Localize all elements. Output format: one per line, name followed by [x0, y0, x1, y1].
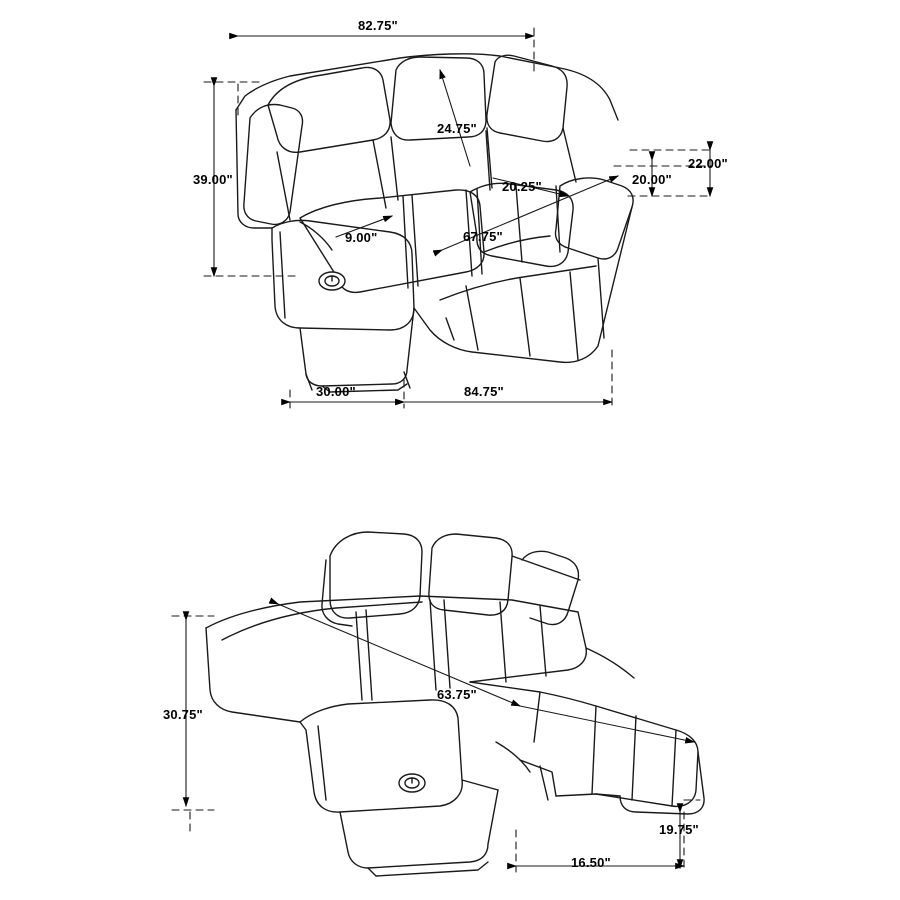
dim-label-arm-height: 22.00": [688, 156, 728, 171]
dimension-lines-lower: [172, 604, 700, 872]
dim-label-overall-width: 82.75": [358, 18, 398, 33]
upper-sofa-illustration: [236, 54, 633, 392]
dim-label-overall-height: 39.00": [193, 172, 233, 187]
dim-label-footrest-extension: 16.50": [571, 855, 611, 870]
dim-label-arm-width: 9.00": [345, 230, 378, 245]
dim-label-reclined-seat-width: 63.75": [437, 687, 477, 702]
dim-label-depth-left: 30.00": [316, 384, 356, 399]
lower-sofa-illustration: [206, 532, 704, 876]
dimension-lines-upper: [204, 28, 712, 408]
dim-label-depth-right: 84.75": [464, 384, 504, 399]
dim-label-footrest-height: 19.75": [659, 822, 699, 837]
dim-label-reclined-height: 30.75": [163, 707, 203, 722]
dim-label-seat-depth: 20.25": [502, 179, 542, 194]
dim-label-seat-height: 20.00": [632, 172, 672, 187]
dim-label-backrest-height: 24.75": [437, 121, 477, 136]
dim-label-seat-width: 67.75": [463, 229, 503, 244]
